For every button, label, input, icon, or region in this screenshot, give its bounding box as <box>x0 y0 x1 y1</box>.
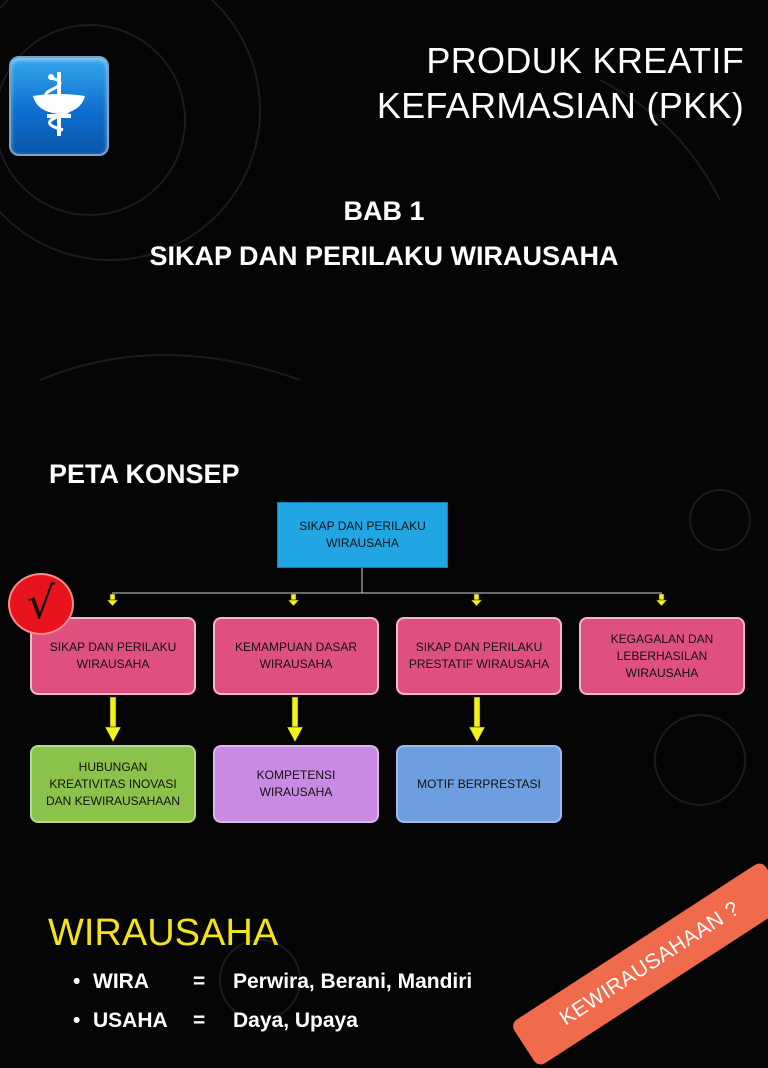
chapter-number: BAB 1 <box>343 196 425 226</box>
concept-box-kompetensi: KOMPETENSI WIRAUSAHA <box>213 745 379 823</box>
arrow-down-icon <box>288 594 299 606</box>
arrow-down-icon <box>107 594 118 606</box>
definition-term: USAHA <box>93 1009 168 1032</box>
concept-box-hubungan-kreativitas: HUBUNGAN KREATIVITAS INOVASI DAN KEWIRAUSAHAAN <box>30 745 196 823</box>
concept-box-perilaku-prestatif: SIKAP DAN PERILAKU PRESTATIF WIRAUSAHA <box>396 617 562 695</box>
definition-row-usaha <box>73 1009 358 1033</box>
check-mark-icon: √ <box>8 573 74 635</box>
concept-map-heading: PETA KONSEP <box>49 459 240 489</box>
bullet: • <box>73 1009 81 1032</box>
arrow-down-icon <box>656 594 667 606</box>
arrow-down-icon <box>469 697 485 742</box>
concept-box-kegagalan-keberhasilan: KEGAGALAN DAN LEBERHASILAN WIRAUSAHA <box>579 617 745 695</box>
equals-sign: = <box>193 970 206 993</box>
equals-sign: = <box>193 1009 206 1032</box>
concept-root-box: SIKAP DAN PERILAKU WIRAUSAHA <box>277 502 448 568</box>
wirausaha-heading: WIRAUSAHA <box>48 912 279 954</box>
kewirausahaan-question-ribbon: KEWIRAUSAHAAN ? <box>510 860 768 1067</box>
concept-box-sikap-perilaku: SIKAP DAN PERILAKU WIRAUSAHA <box>30 617 196 695</box>
definition-term: WIRA <box>93 970 149 993</box>
title-line-1: PRODUK KREATIF <box>426 40 744 81</box>
arrow-down-icon <box>471 594 482 606</box>
concept-box-motif-berprestasi: MOTIF BERPRESTASI <box>396 745 562 823</box>
chapter-title: SIKAP DAN PERILAKU WIRAUSAHA <box>149 241 619 271</box>
definition-row-wira <box>73 970 472 994</box>
bullet: • <box>73 970 81 993</box>
definition-meaning: Perwira, Berani, Mandiri <box>233 970 473 993</box>
definition-meaning: Daya, Upaya <box>233 1009 358 1032</box>
concept-box-kemampuan-dasar: KEMAMPUAN DASAR WIRAUSAHA <box>213 617 379 695</box>
arrow-down-icon <box>105 697 121 742</box>
arrow-down-icon <box>287 697 303 742</box>
title-line-2: KEFARMASIAN (PKK) <box>376 85 744 126</box>
